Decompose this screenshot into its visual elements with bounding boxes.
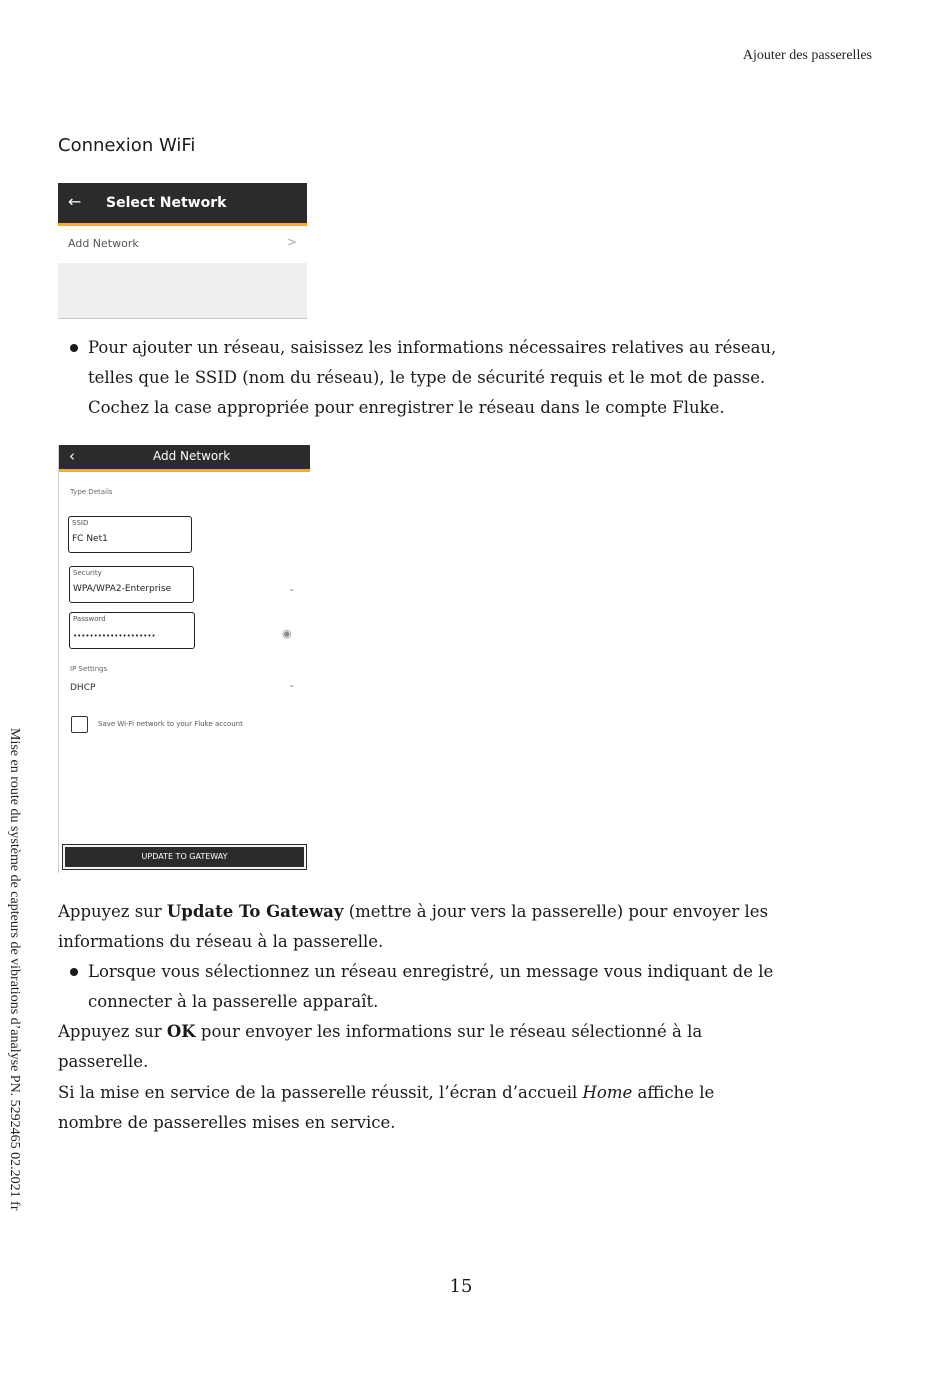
paragraph-line: nombre de passerelles mises en service. — [58, 1113, 396, 1132]
save-network-label: Save Wi-Fi network to your Fluke account — [98, 720, 243, 728]
bullet-saved-network — [88, 957, 773, 1017]
paragraph-line — [58, 1017, 702, 1047]
bullet-dot — [70, 344, 78, 352]
paragraph-line — [58, 897, 768, 927]
bold-text: OK — [166, 1022, 196, 1041]
italic-text: Home — [582, 1083, 633, 1102]
arrow-left-icon[interactable]: ← — [68, 192, 82, 211]
bullet-line: connecter à la passerelle apparaît. — [88, 992, 379, 1011]
update-to-gateway-button[interactable]: UPDATE TO GATEWAY — [63, 845, 306, 869]
bullet-add-network — [88, 333, 776, 423]
section-title: Connexion WiFi — [58, 135, 196, 156]
eye-icon[interactable]: ◉ — [282, 627, 292, 640]
save-network-checkbox[interactable] — [71, 716, 88, 733]
running-header: Ajouter des passerelles — [742, 48, 872, 63]
ip-settings-label: IP Settings — [70, 665, 108, 673]
chevron-down-icon[interactable]: ⌄ — [288, 680, 296, 690]
security-select[interactable] — [69, 566, 194, 603]
select-network-screenshot — [58, 183, 307, 319]
text: affiche le — [632, 1083, 715, 1102]
empty-area — [58, 263, 307, 318]
paragraph-ok — [58, 1017, 702, 1077]
bold-text: Update To Gateway — [166, 902, 344, 921]
chevron-down-icon[interactable]: ⌄ — [288, 584, 296, 594]
ssid-value: FC Net1 — [72, 534, 108, 544]
paragraph-line: passerelle. — [58, 1052, 149, 1071]
ssid-field[interactable] — [68, 516, 192, 553]
app-bar — [59, 445, 310, 472]
text: Appuyez sur — [58, 1022, 167, 1041]
ip-settings-value[interactable]: DHCP — [70, 683, 96, 693]
screen-title: Select Network — [106, 195, 227, 211]
bullet-line: telles que le SSID (nom du réseau), le type de sécurité requis et le mot de passe. — [88, 368, 766, 387]
text: pour envoyer les informations sur le réseau sélectionné à la — [195, 1022, 703, 1041]
security-value: WPA/WPA2-Enterprise — [73, 584, 172, 594]
paragraph-update-gateway — [58, 897, 768, 957]
page-number: 15 — [449, 1276, 473, 1297]
side-footer-label: Mise en route du système de capteurs de vibrations d’analyse PN. 5292465 02.2021 fr — [7, 728, 22, 1211]
chevron-right-icon: > — [286, 235, 297, 249]
text: Appuyez sur — [58, 902, 167, 921]
password-value: •••••••••••••••••••• — [73, 632, 156, 640]
bullet-line: Pour ajouter un réseau, saisissez les informations nécessaires relatives au réseau, — [88, 338, 777, 357]
add-network-screenshot — [58, 445, 310, 873]
type-details-label: Type Details — [70, 488, 113, 496]
bullet-line: Cochez la case appropriée pour enregistrer le réseau dans le compte Fluke. — [88, 398, 725, 417]
app-bar — [58, 183, 307, 226]
chevron-left-icon[interactable]: ‹ — [69, 447, 75, 465]
add-network-item[interactable]: Add Network — [68, 237, 139, 250]
paragraph-line — [58, 1078, 714, 1108]
paragraph-home — [58, 1078, 714, 1138]
bullet-dot — [70, 968, 78, 976]
text: Si la mise en service de la passerelle réussit, l’écran d’accueil — [58, 1083, 583, 1102]
bullet-line: Lorsque vous sélectionnez un réseau enregistré, un message vous indiquant de le — [88, 962, 774, 981]
password-field[interactable] — [69, 612, 195, 649]
security-caption: Security — [73, 569, 102, 577]
text: (mettre à jour vers la passerelle) pour envoyer les — [343, 902, 769, 921]
ssid-caption: SSID — [72, 519, 89, 527]
password-caption: Password — [73, 615, 106, 623]
screen-title: Add Network — [153, 449, 231, 463]
paragraph-line: informations du réseau à la passerelle. — [58, 932, 384, 951]
